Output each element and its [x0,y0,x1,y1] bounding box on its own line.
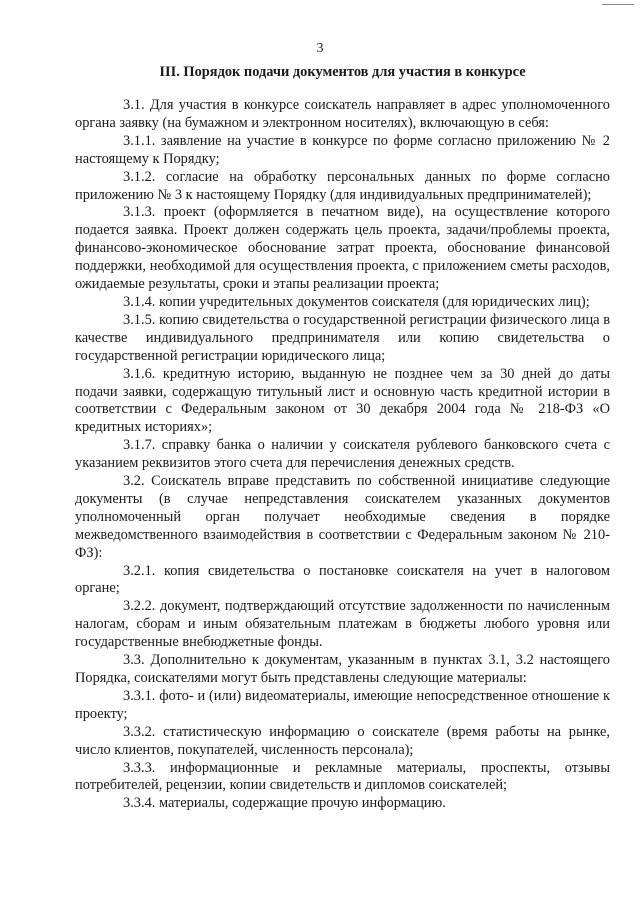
paragraph-3-3-3: 3.3.3. информационные и рекламные материалы, проспекты, отзывы потребителей, рецензии, копии свидетельств и дипломов соискателей; [75,759,610,794]
paragraph-3-1-6: 3.1.6. кредитную историю, выданную не позднее чем за 30 дней до даты подачи заявки, содержащую титульный лист и основную часть кредитной истории в соответствии с Федеральным законом от 30 декабря 2004 года № 218-ФЗ «О кредитных историях»; [75,365,610,436]
scan-corner-mark [602,0,634,5]
paragraph-3-2: 3.2. Соискатель вправе представить по собственной инициативе следующие документы (в случае непредставления соискателем указанных документов уполномоченный орган получает необходимые сведения в порядке межведомственного взаимодействия в соответствии с Федеральным законом № 210-ФЗ): [75,473,610,561]
paragraph-3-1-1: 3.1.1. заявление на участие в конкурсе по форме согласно приложению № 2 настоящему к Порядку; [75,132,610,167]
paragraph-3-2-1: 3.2.1. копия свидетельства о постановке соискателя на учет в налоговом органе; [75,562,610,597]
paragraph-3-3-1: 3.3.1. фото- и (или) видеоматериалы, имеющие непосредственное отношение к проекту; [75,687,610,722]
paragraph-3-1-7: 3.1.7. справку банка о наличии у соискателя рублевого банковского счета с указанием реквизитов этого счета для перечисления денежных средств. [75,437,610,472]
section-title: III. Порядок подачи документов для участия в конкурсе [159,64,526,80]
paragraph-3-1-2: 3.1.2. согласие на обработку персональных данных по форме согласно приложению № 3 к настоящему Порядку (для индивидуальных предпринимателей); [75,168,610,203]
paragraph-3-1-4: 3.1.4. копии учредительных документов соискателя (для юридических лиц); [123,293,590,310]
document-body [75,97,610,813]
paragraph-3-3: 3.3. Дополнительно к документам, указанным в пунктах 3.1, 3.2 настоящего Порядка, соискателями могут быть представлены следующие материалы: [75,652,610,686]
paragraph-3-1: 3.1. Для участия в конкурсе соискатель направляет в адрес уполномоченного органа заявку (на бумажном и электронном носителях), включающую в себя: [75,97,610,131]
page-number: 3 [316,41,324,56]
paragraph-3-1-5: 3.1.5. копию свидетельства о государственной регистрации физического лица в качестве индивидуального предпринимателя или копию свидетельства о государственной регистрации юридического лица; [75,311,610,364]
paragraph-3-1-3: 3.1.3. проект (оформляется в печатном виде), на осуществление которого подается заявка. Проект должен содержать цель проекта, задачи/проблемы проекта, финансово-экономическое обоснование затрат проекта, обоснование финансовой поддержки, необходимой для осуществления проекта, с приложением сметы расходов, ожидаемые результаты, сроки и этапы реализации проекта; [75,204,610,293]
paragraph-3-3-4: 3.3.4. материалы, содержащие прочую информацию. [123,795,446,812]
paragraph-3-3-2: 3.3.2. статистическую информацию о соискателе (время работы на рынке, число клиентов, покупателей, численность персонала); [75,723,610,758]
paragraph-3-2-2: 3.2.2. документ, подтверждающий отсутствие задолженности по начисленным налогам, сборам и иным обязательным платежам в бюджеты любого уровня или государственные внебюджетные фонды. [75,598,610,651]
